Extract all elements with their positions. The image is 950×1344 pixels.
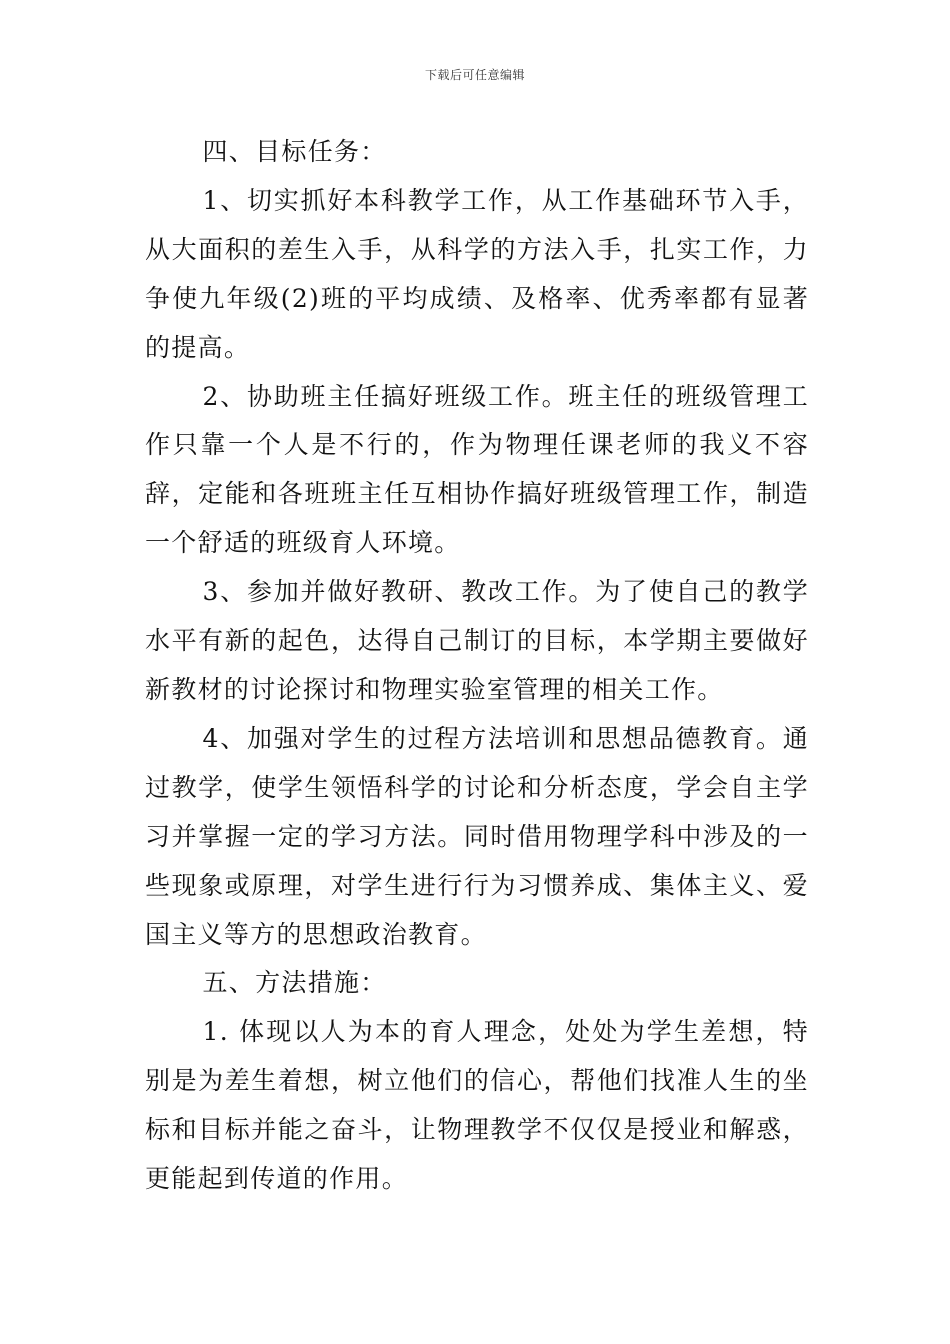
section-heading-goals: 四、目标任务：	[202, 137, 387, 166]
header-note: 下载后可任意编辑	[424, 68, 525, 82]
section-heading-methods: 五、方法措施：	[202, 968, 387, 998]
paragraph-goal-2: 2、协助班主任搞好班级工作。班主任的班级管理工作只靠一个人是不行的，作为物理任课老师的我义不容辞，定能和各班班主任互相协作搞好班级管理工作，制造一个舒适的班级育人环境。	[145, 381, 809, 558]
document-body	[145, 128, 809, 1204]
paragraph-method-1: 1. 体现以人为本的育人理念，处处为学生差想，特别是为差生着想，树立他们的信心，帮他们找准人生的坐标和目标并能之奋斗，让物理教学不仅仅是授业和解惑，更能起到传道的作用。	[145, 1017, 809, 1194]
paragraph-goal-4: 4、加强对学生的过程方法培训和思想品德教育。通过教学，使学生领悟科学的讨论和分析态度，学会自主学习并掌握一定的学习方法。同时借用物理学科中涉及的一些现象或原理，对学生进行行为习惯养成、集体主义、爱国主义等方的思想政治教育。	[145, 723, 809, 949]
paragraph-goal-1: 1、切实抓好本科教学工作，从工作基础环节入手，从大面积的差生入手，从科学的方法入手，扎实工作，力争使九年级(2)班的平均成绩、及格率、优秀率都有显著的提高。	[145, 185, 809, 362]
paragraph-goal-3: 3、参加并做好教研、教改工作。为了使自己的教学水平有新的起色，达得自己制订的目标，本学期主要做好新教材的讨论探讨和物理实验室管理的相关工作。	[145, 577, 809, 704]
